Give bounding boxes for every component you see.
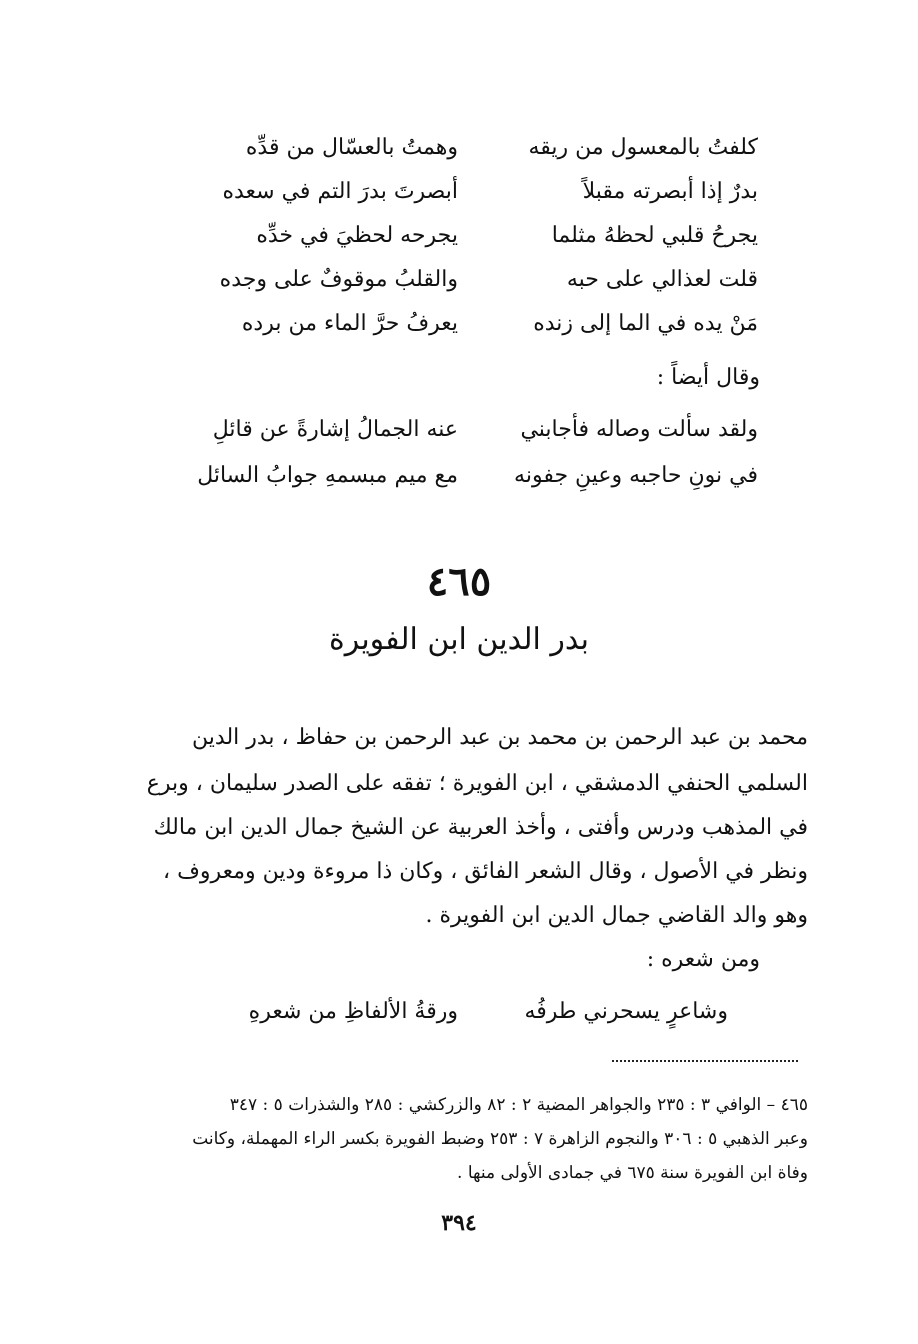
entry-title: بدر الدين ابن الفويرة [329, 622, 589, 657]
intro-poetry: ومن شعره : [646, 947, 760, 972]
verse-hemistich-left: والقلبُ موقوفٌ على وجده [219, 267, 458, 292]
verse-hemistich-right: بدرٌ إذا أبصرته مقبلاً [582, 179, 758, 204]
verse-hemistich-right: يجرحُ قلبي لحظهُ مثلما [551, 223, 758, 248]
verse-hemistich-left: يعرفُ حرَّ الماء من برده [241, 311, 458, 336]
footnote-separator [612, 1060, 798, 1062]
verse-line [158, 456, 758, 496]
verse-hemistich-right: ولقد سألت وصاله فأجابني [520, 417, 758, 442]
footnote-line: وفاة ابن الفويرة سنة ٦٧٥ في جمادى الأولى منها . [457, 1163, 808, 1183]
verse-hemistich-left: أبصرتَ بدرَ التم في سعده [222, 179, 458, 204]
verse-hemistich-right: مَنْ يده في الما إلى زنده [533, 311, 758, 336]
verse-line [158, 216, 758, 256]
entry-number: ٤٦٥ [426, 558, 492, 605]
intro-also: وقال أيضاً : [656, 365, 760, 390]
verse-hemistich-left: ورقةُ الألفاظِ من شعرهِ [248, 999, 458, 1024]
footnote-line: وعبر الذهبي ٥ : ٣٠٦ والنجوم الزاهرة ٧ : ٢٥٣ وضبط الفويرة بكسر الراء المهملة، وكانت [192, 1129, 808, 1149]
verse-line [158, 172, 758, 212]
verse-hemistich-left: مع ميم مبسمهِ جوابُ السائل [197, 463, 458, 488]
verse-hemistich-right: وشاعرٍ يسحرني طرفُه [524, 999, 728, 1024]
verse-line [158, 128, 758, 168]
verse-line [188, 992, 728, 1032]
page-number: ٣٩٤ [441, 1210, 477, 1236]
verse-hemistich-left: وهمتُ بالعسّال من قدِّه [245, 135, 458, 160]
verse-hemistich-right: قلت لعذالي على حبه [566, 267, 758, 292]
verse-hemistich-right: كلفتُ بالمعسول من ريقه [528, 135, 758, 160]
verse-line [158, 410, 758, 450]
verse-hemistich-left: عنه الجمالُ إشارةً عن قائلِ [212, 417, 458, 442]
bio-line: ونظر في الأصول ، وقال الشعر الفائق ، وكان ذا مروءة ودين ومعروف ، [163, 859, 808, 884]
verse-hemistich-left: يجرحه لحظيَ في خدِّه [256, 223, 458, 248]
verse-line [158, 304, 758, 344]
verse-hemistich-right: في نونِ حاجبه وعينِ جفونه [514, 463, 758, 488]
verse-line [158, 260, 758, 300]
bio-line: السلمي الحنفي الدمشقي ، ابن الفويرة ؛ تفقه على الصدر سليمان ، وبرع [146, 771, 808, 796]
bio-line: محمد بن عبد الرحمن بن محمد بن عبد الرحمن بن حفاظ ، بدر الدين [192, 725, 808, 750]
bio-line: وهو والد القاضي جمال الدين ابن الفويرة . [425, 903, 808, 928]
footnote-line: ٤٦٥ – الوافي ٣ : ٢٣٥ والجواهر المضية ٢ : ٨٢ والزركشي : ٢٨٥ والشذرات ٥ : ٣٤٧ [229, 1095, 808, 1115]
bio-line: في المذهب ودرس وأفتى ، وأخذ العربية عن الشيخ جمال الدين ابن مالك [153, 815, 808, 840]
